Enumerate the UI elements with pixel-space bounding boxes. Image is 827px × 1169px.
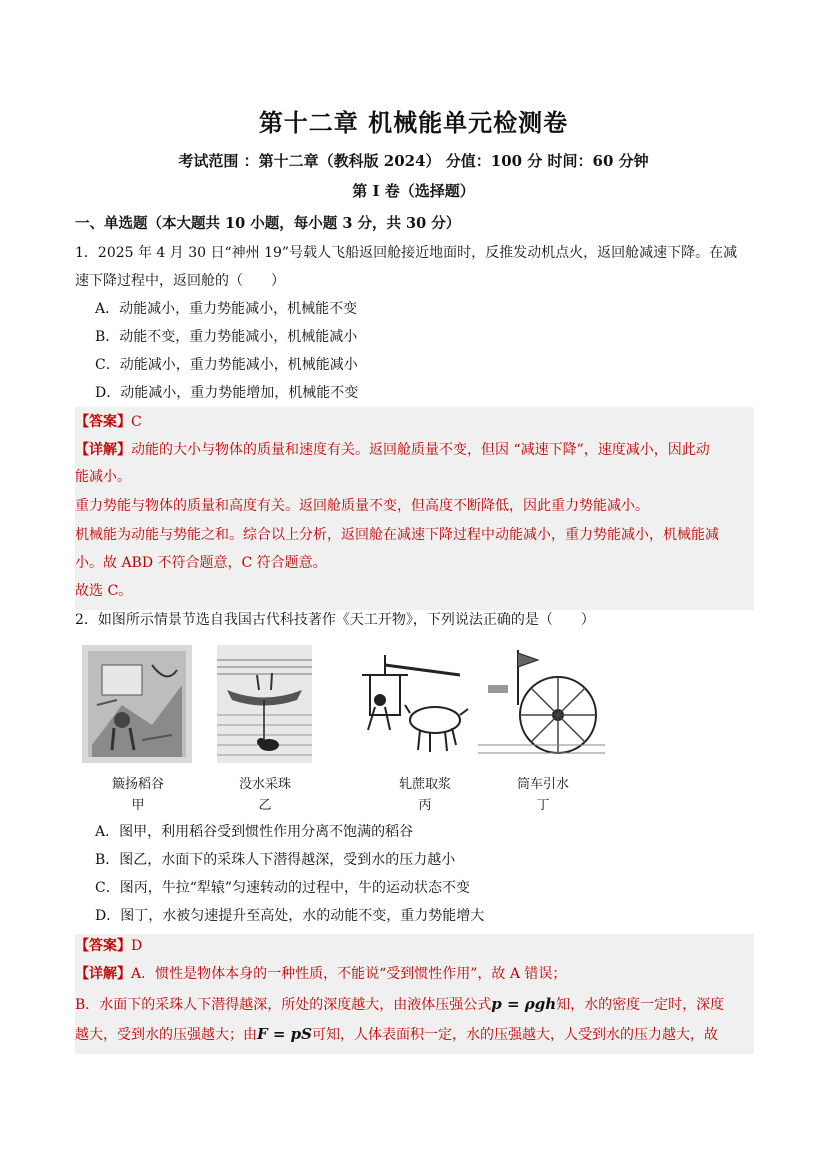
- figure-waterwheel: [478, 645, 605, 763]
- q1-detail-line5: 小。故 ABD 不符合题意，C 符合题意。: [75, 555, 327, 571]
- q1-detail-line6: 故选 C。: [75, 583, 133, 599]
- figure-pearl-diving: [217, 645, 312, 763]
- q2-detail-line3: 越大，受到水的压强越大；由F = pS可知，人体表面积一定，水的压强越大，人受到水的压力越大，故: [75, 1025, 718, 1043]
- q1-answer-line: [75, 412, 142, 432]
- q2-option-c: C．图丙，牛拉“犁辕”匀速转动的过程中，牛的运动状态不变: [95, 880, 471, 896]
- figure-label-4: 丁: [536, 798, 550, 813]
- page-title: 第十二章 机械能单元检测卷: [258, 108, 569, 137]
- q1-option-c: C．动能减小，重力势能减小，机械能减小: [95, 357, 358, 373]
- figure-caption-2: 没水采珠: [238, 777, 291, 792]
- q2-option-b: B．图乙，水面下的采珠人下潜得越深，受到水的压力越小: [95, 852, 456, 868]
- q2-detail-label: 【详解】: [75, 966, 131, 982]
- q2-option-d: D．图丁，水被匀速提升至高处，水的动能不变，重力势能增大: [95, 908, 485, 924]
- q1-detail-line4: 机械能为动能与势能之和。综合以上分析，返回舱在减速下降过程中动能减小，重力势能减小，机械能减: [75, 527, 719, 543]
- q1-option-d: D．动能减小，重力势能增加，机械能不变: [95, 385, 359, 401]
- exam-info: 考试范围 ：第十二章（教科版 2024） 分值：100 分 时间：60 分钟: [178, 152, 649, 170]
- volume-heading: 第 I 卷（选择题）: [352, 182, 475, 200]
- figure-caption-3: 轧蔗取浆: [398, 777, 451, 792]
- q1-detail-line1: 【详解】动能的大小与物体的质量和速度有关。返回舱质量不变，但因 “减速下降”，速度减小，因此动: [75, 442, 710, 458]
- q1-answer-label: 【答案】: [75, 414, 131, 430]
- q2-detail-line1: 【详解】A．惯性是物体本身的一种性质，不能说“受到惯性作用”，故 A 错误；: [75, 966, 567, 982]
- q1-stem-line1: 1．2025 年 4 月 30 日“神州 19”号载人飞船返回舱接近地面时，反推发动机点火，返回舱减速下降。在减: [75, 245, 738, 261]
- q2-answer-label: 【答案】: [75, 938, 131, 954]
- q1-detail-line3: 重力势能与物体的质量和高度有关。返回舱质量不变，但高度不断降低，因此重力势能减小。: [75, 498, 649, 514]
- figure-winnowing: [82, 645, 192, 763]
- q1-answer: C: [131, 414, 142, 430]
- q1-stem-line2: 速下降过程中，返回舱的（ ）: [75, 273, 285, 289]
- figure-caption-4: 筒车引水: [516, 777, 569, 792]
- q2-figures: [80, 645, 620, 820]
- q1-answer-box: [75, 407, 754, 610]
- figure-cane-crushing: [350, 645, 480, 763]
- figure-caption-1: 簸扬稻谷: [111, 777, 164, 792]
- q2-detail-line2: B．水面下的采珠人下潜得越深，所处的深度越大，由液体压强公式p = ρgh知，水的密度一定时，深度: [75, 995, 725, 1013]
- section-heading: 一、单选题（本大题共 10 小题，每小题 3 分，共 30 分）: [75, 215, 461, 232]
- q1-option-a: A．动能减小，重力势能减小，机械能不变: [95, 301, 358, 317]
- formula-force: F = pS: [257, 1025, 312, 1043]
- q2-answer: D: [131, 938, 143, 954]
- q2-option-a: A．图甲，利用稻谷受到惯性作用分离不饱满的稻谷: [95, 824, 414, 840]
- q2-stem-line1: 2．如图所示情景节选自我国古代科技著作《天工开物》，下列说法正确的是（ ）: [75, 612, 595, 628]
- q2-answer-line: [75, 936, 142, 956]
- formula-pressure: p = ρgh: [491, 995, 557, 1013]
- q1-option-b: B．动能不变，重力势能减小，机械能减小: [95, 329, 358, 345]
- figure-label-3: 丙: [418, 798, 432, 813]
- figure-label-2: 乙: [258, 798, 272, 813]
- q1-detail-line2: 能减小。: [75, 469, 131, 485]
- q1-detail-label: 【详解】: [75, 442, 131, 458]
- q2-answer-box: [75, 934, 754, 1054]
- figure-label-1: 甲: [131, 798, 145, 813]
